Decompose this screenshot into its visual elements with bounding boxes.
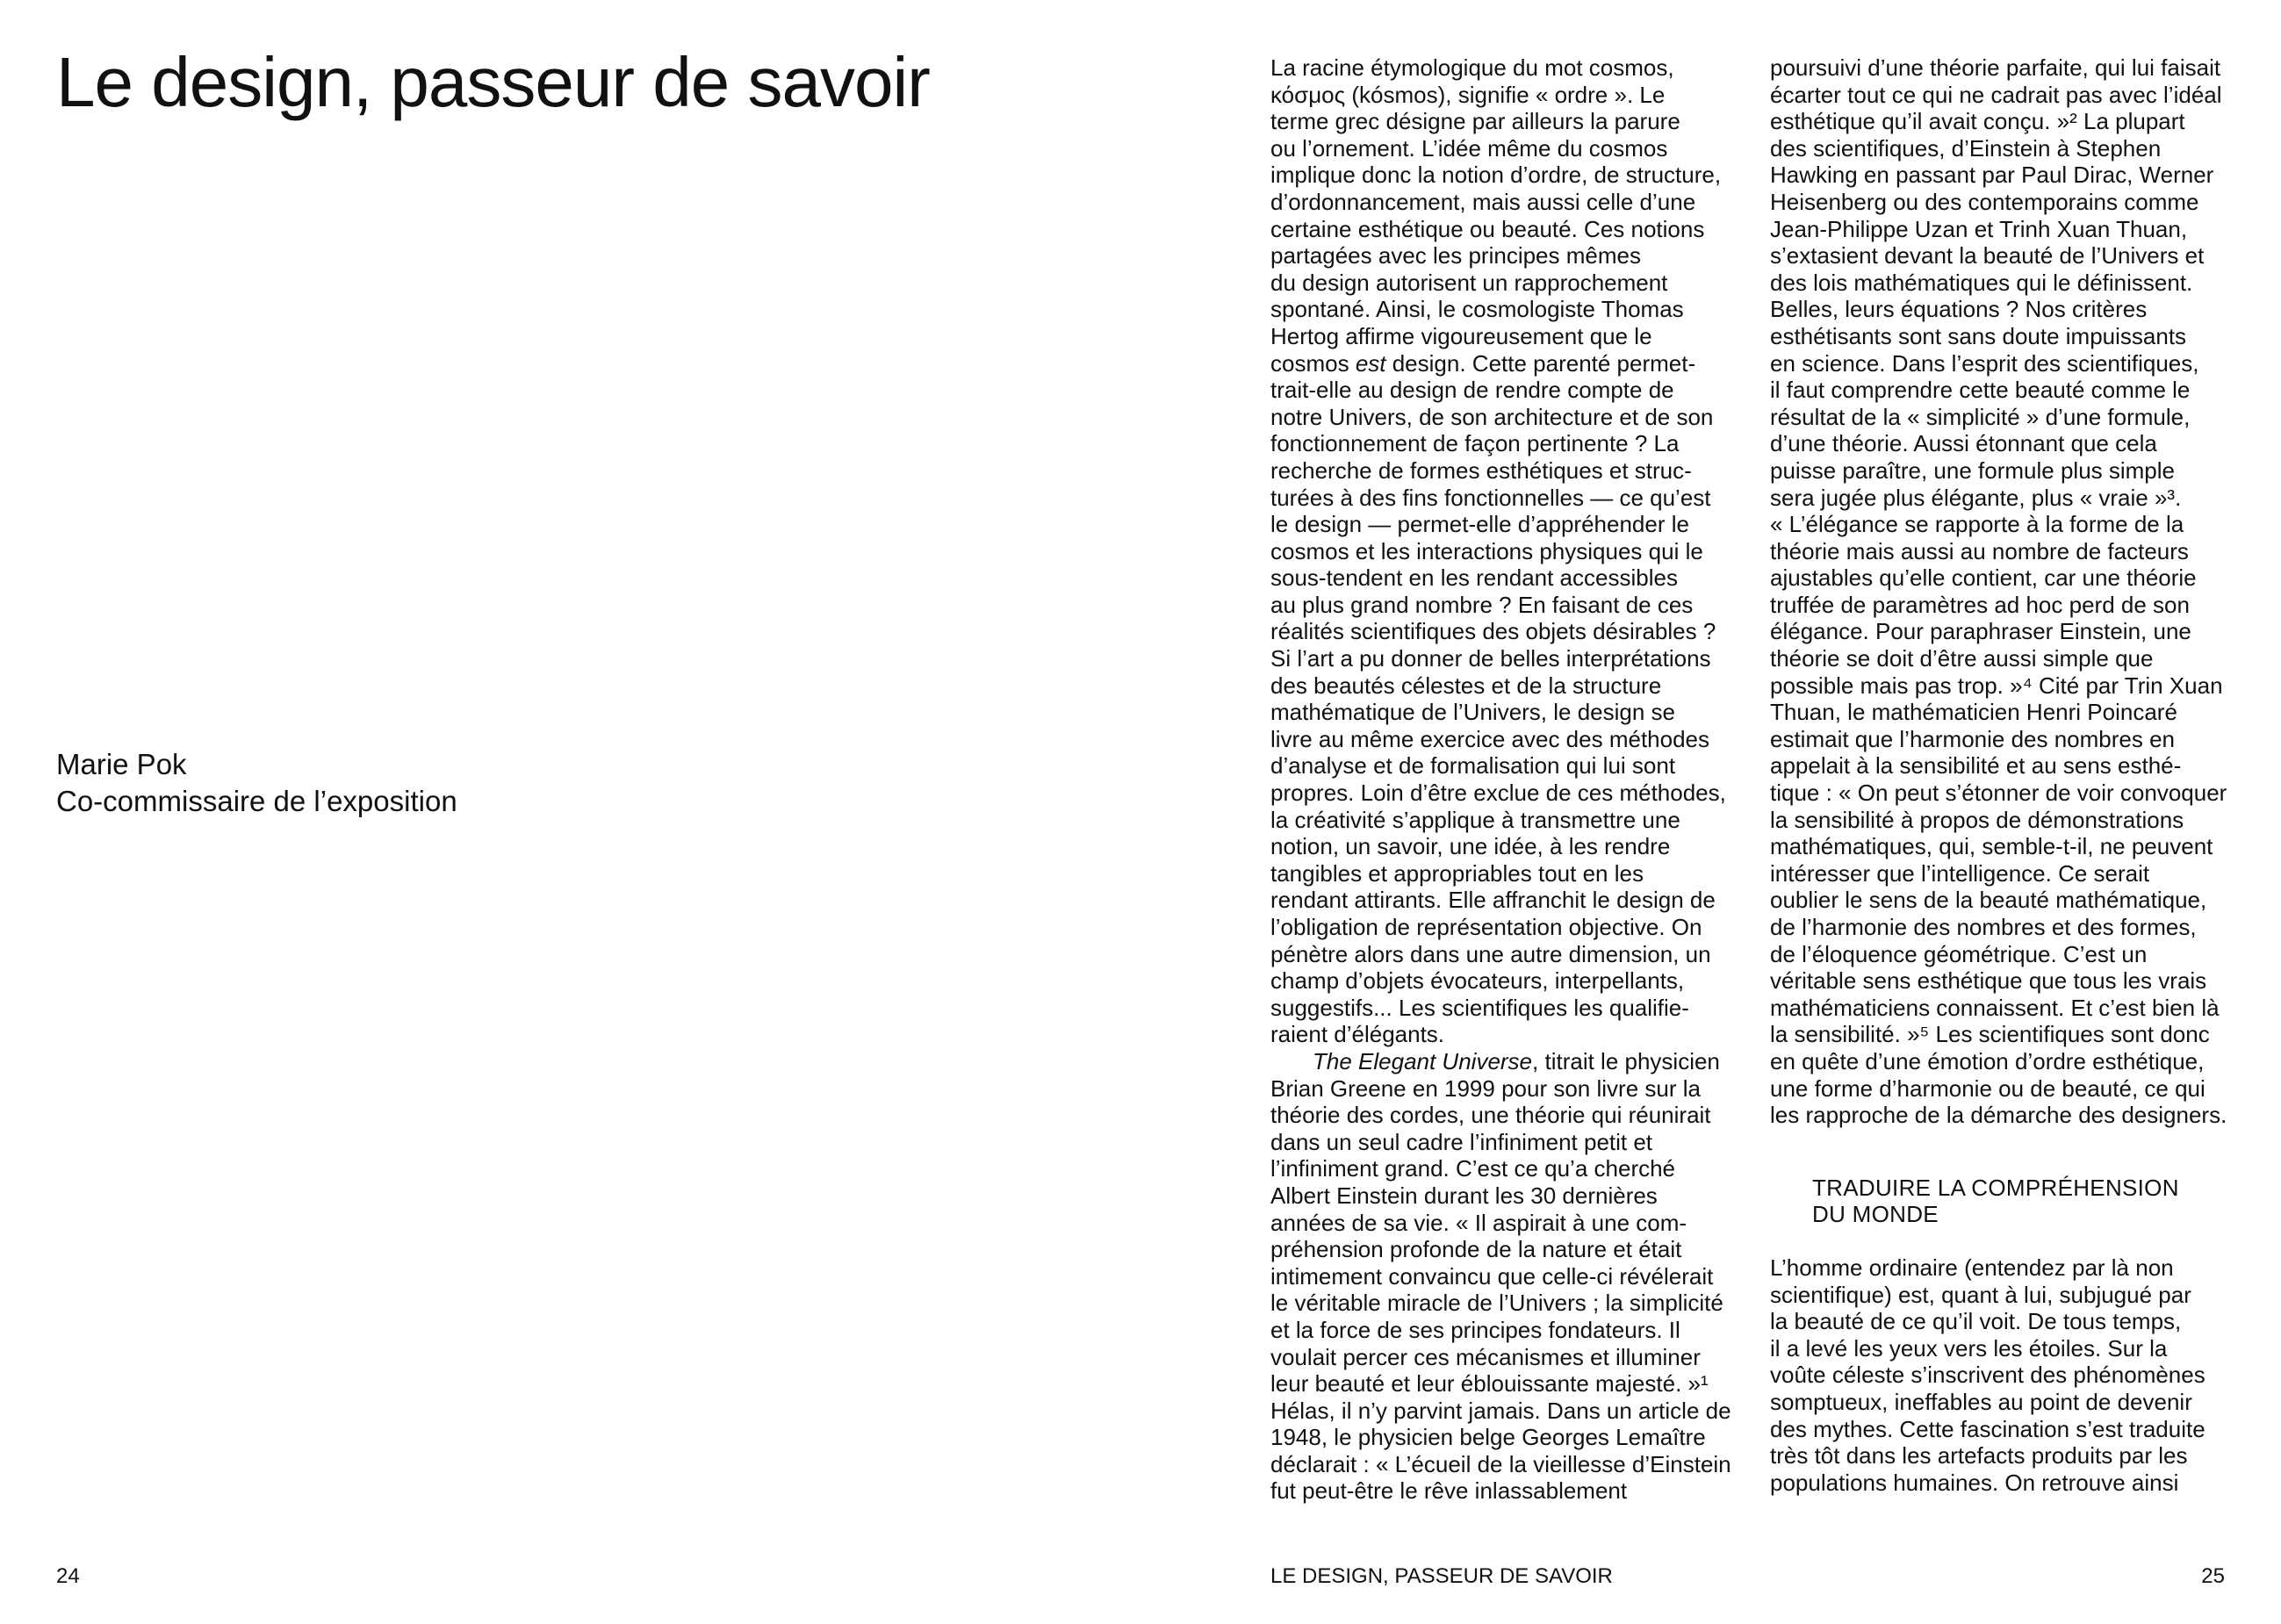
text-line: années de sa vie. « Il aspirait à une com-	[1270, 1209, 1687, 1236]
section-heading	[1770, 1175, 2244, 1228]
text-line: il faut comprendre cette beauté comme le	[1770, 377, 2191, 404]
text-line: truffée de paramètres ad hoc perd de son	[1770, 591, 2190, 618]
text-line: intéresser que l’intelligence. Ce serait	[1770, 859, 2150, 887]
text-line: poursuivi d’une théorie parfaite, qui lui faisait	[1770, 54, 2221, 81]
text-line: Thuan, le mathématicien Henri Poincaré	[1770, 699, 2177, 726]
text-column-left	[1270, 54, 1745, 1505]
text-line: dans un seul cadre l’infiniment petit et	[1270, 1128, 1653, 1155]
author-role: Co-commissaire de l’exposition	[56, 785, 457, 817]
text-line: le design — permet-elle d’appréhender le	[1270, 511, 1689, 538]
text-line: voulait percer ces mécanismes et illuminer	[1270, 1343, 1701, 1370]
text-line: populations humaines. On retrouve ainsi	[1770, 1469, 2179, 1496]
text-line: véritable sens esthétique que tous les vrais	[1770, 967, 2207, 995]
text-line: appelait à la sensibilité et au sens esthé-	[1770, 752, 2182, 780]
text-line: possible mais pas trop. »⁴ Cité par Trin Xuan	[1770, 672, 2223, 699]
text-line: esthétisants sont sans doute impuissants	[1770, 322, 2187, 349]
text-line: en science. Dans l’esprit des scientifiques,	[1770, 349, 2199, 377]
text-line: la sensibilité à propos de démonstrations	[1770, 806, 2184, 833]
text-line: esthétique qu’il avait conçu. »² La plupart	[1770, 108, 2185, 135]
text-line: les rapproche de la démarche des designers.	[1770, 1102, 2227, 1129]
text-line: leur beauté et leur éblouissante majesté. »¹	[1270, 1370, 1709, 1398]
text-line: intimement convaincu que celle-ci révélerait	[1270, 1262, 1714, 1290]
page-number-left: 24	[56, 1564, 80, 1588]
text-line: certaine esthétique ou beauté. Ces notions	[1270, 215, 1705, 242]
text-line: recherche de formes esthétiques et struc-	[1270, 456, 1692, 484]
text-line: Albert Einstein durant les 30 dernières	[1270, 1182, 1658, 1209]
text-line: des scientifiques, d’Einstein à Stephen	[1770, 134, 2162, 162]
text-column-right	[1770, 54, 2244, 1496]
text-line: d’ordonnancement, mais aussi celle d’une	[1270, 188, 1696, 215]
author-name: Marie Pok	[56, 748, 187, 780]
text-line: du design autorisent un rapprochement	[1270, 269, 1668, 296]
text-line: DU MONDE	[1812, 1201, 1939, 1228]
text-line: rendant attirants. Elle affranchit le design de	[1270, 887, 1716, 914]
text-line: terme grec désigne par ailleurs la parure	[1270, 108, 1680, 135]
text-line: d’analyse et de formalisation qui lui sont	[1270, 752, 1676, 780]
paragraph-homme-ordinaire	[1770, 1254, 2244, 1496]
text-line: une forme d’harmonie ou de beauté, ce qui	[1770, 1074, 2205, 1102]
text-line: κόσμος (kósmos), signifie « ordre ». Le	[1270, 81, 1666, 108]
author-block	[56, 746, 457, 820]
text-line: champ d’objets évocateurs, interpellants,	[1270, 967, 1685, 995]
text-line: l’infiniment grand. C’est ce qu’a cherché	[1270, 1155, 1676, 1182]
text-line: de l’harmonie des nombres et des formes,	[1770, 914, 2197, 940]
text-line: 1948, le physicien belge Georges Lemaître	[1270, 1424, 1706, 1451]
text-line: la beauté de ce qu’il voit. De tous temps,	[1770, 1308, 2182, 1335]
text-line: mathématiciens connaissent. Et c’est bien là	[1770, 994, 2220, 1021]
text-line: résultat de la « simplicité » d’une formule,	[1770, 403, 2191, 430]
text-line: et la force de ses principes fondateurs. Il	[1270, 1316, 1680, 1343]
text-line: ou l’ornement. L’idée même du cosmos	[1270, 134, 1668, 162]
page-number-right: 25	[2201, 1564, 2225, 1588]
text-line: Hawking en passant par Paul Dirac, Werner	[1770, 162, 2214, 189]
running-title: LE DESIGN, PASSEUR DE SAVOIR	[1270, 1564, 1613, 1588]
text-line: fonctionnement de façon pertinente ? La	[1270, 430, 1680, 457]
text-line: Brian Greene en 1999 pour son livre sur la	[1270, 1074, 1701, 1102]
text-line: théorie se doit d’être aussi simple que	[1770, 645, 2154, 672]
text-line: au plus grand nombre ? En faisant de ces	[1270, 591, 1694, 618]
text-line: pénètre alors dans une autre dimension, un	[1270, 940, 1711, 967]
text-line: théorie mais aussi au nombre de facteurs	[1770, 537, 2189, 564]
text-line: théorie des cordes, une théorie qui réunirait	[1270, 1102, 1711, 1129]
text-line: s’extasient devant la beauté de l’Univers et	[1770, 242, 2205, 269]
text-line: spontané. Ainsi, le cosmologiste Thomas	[1270, 296, 1684, 323]
text-line: des lois mathématiques qui le définissent.	[1770, 269, 2193, 296]
text-line: turées à des fins fonctionnelles — ce qu’est	[1270, 484, 1711, 511]
text-line: cosmos est design. Cette parenté permet-	[1270, 349, 1696, 377]
text-line: en quête d’une émotion d’ordre esthétique,	[1770, 1047, 2205, 1074]
text-line: préhension profonde de la nature et était	[1270, 1236, 1682, 1263]
text-line: notre Univers, de son architecture et de son	[1270, 403, 1714, 430]
text-line: tique : « On peut s’étonner de voir convoquer	[1770, 780, 2227, 807]
text-line: élégance. Pour paraphraser Einstein, une	[1770, 618, 2191, 645]
text-line: fut peut-être le rêve inlassablement	[1270, 1477, 1628, 1505]
text-line: La racine étymologique du mot cosmos,	[1270, 54, 1674, 81]
text-line: L’homme ordinaire (entendez par là non	[1770, 1254, 2174, 1281]
text-line: la créativité s’applique à transmettre une	[1270, 806, 1680, 833]
text-line: somptueux, ineffables au point de devenir	[1770, 1388, 2192, 1415]
text-line: voûte céleste s’inscrivent des phénomènes	[1770, 1362, 2205, 1389]
text-line: Jean-Philippe Uzan et Trinh Xuan Thuan,	[1770, 215, 2188, 242]
text-line: réalités scientifiques des objets désirables ?	[1270, 618, 1716, 645]
text-line: d’une théorie. Aussi étonnant que cela	[1770, 430, 2157, 457]
text-line: mathématique de l’Univers, le design se	[1270, 699, 1676, 726]
text-line: propres. Loin d’être exclue de ces méthodes,	[1270, 780, 1726, 807]
text-line: livre au même exercice avec des méthodes	[1270, 725, 1710, 752]
text-line: The Elegant Universe, titrait le physicien	[1313, 1047, 1720, 1074]
text-line: sous-tendent en les rendant accessibles	[1270, 564, 1678, 592]
text-line: « L’élégance se rapporte à la forme de la	[1770, 511, 2184, 538]
text-line: le véritable miracle de l’Univers ; la simplicité	[1270, 1290, 1723, 1317]
text-line: Hertog affirme vigoureusement que le	[1270, 322, 1652, 349]
text-line: il a levé les yeux vers les étoiles. Sur la	[1770, 1334, 2168, 1362]
page-title: Le design, passeur de savoir	[56, 43, 930, 121]
text-line: estimait que l’harmonie des nombres en	[1770, 725, 2176, 752]
text-line: implique donc la notion d’ordre, de structure,	[1270, 162, 1722, 189]
text-line: déclarait : « L’écueil de la vieillesse d’Einstein	[1270, 1450, 1731, 1477]
text-line: TRADUIRE LA COMPRÉHENSION	[1812, 1174, 2179, 1201]
text-line: ajustables qu’elle contient, car une théorie	[1770, 564, 2197, 592]
text-line: de l’éloquence géométrique. C’est un	[1770, 940, 2148, 967]
text-line: Hélas, il n’y parvint jamais. Dans un article de	[1270, 1397, 1731, 1424]
text-line: Heisenberg ou des contemporains comme	[1770, 188, 2199, 215]
text-line: Si l’art a pu donner de belles interprétations	[1270, 645, 1711, 672]
text-line: scientifique) est, quant à lui, subjugué par	[1770, 1281, 2191, 1308]
text-line: notion, un savoir, une idée, à les rendre	[1270, 833, 1671, 860]
text-line: oublier le sens de la beauté mathématique,	[1770, 887, 2207, 914]
text-line: trait-elle au design de rendre compte de	[1270, 377, 1674, 404]
text-line: tangibles et appropriables tout en les	[1270, 859, 1644, 887]
text-line: mathématiques, qui, semble-t-il, ne peuvent	[1770, 833, 2213, 860]
text-line: très tôt dans les artefacts produits par les	[1770, 1442, 2188, 1470]
text-line: partagées avec les principes mêmes	[1270, 242, 1641, 269]
text-line: sera jugée plus élégante, plus « vraie »³.	[1770, 484, 2182, 511]
text-line: suggestifs... Les scientifiques les qualifie-	[1270, 994, 1689, 1021]
text-line: Belles, leurs équations ? Nos critères	[1770, 296, 2148, 323]
text-line: des beautés célestes et de la structure	[1270, 672, 1662, 699]
text-line: des mythes. Cette fascination s’est traduite	[1770, 1415, 2205, 1442]
text-line: l’obligation de représentation objective. On	[1270, 914, 1702, 940]
text-line: raient d’élégants.	[1270, 1021, 1445, 1048]
text-line: puisse paraître, une formule plus simple	[1770, 456, 2176, 484]
paragraph-elegant-universe	[1270, 1048, 1745, 1505]
text-line: cosmos et les interactions physiques qui le	[1270, 537, 1703, 564]
text-line: la sensibilité. »⁵ Les scientifiques sont donc	[1770, 1021, 2210, 1048]
text-line: écarter tout ce qui ne cadrait pas avec l’idéal	[1770, 81, 2222, 108]
paragraph-intro	[1270, 54, 1745, 1048]
paragraph-continued	[1770, 54, 2244, 1129]
